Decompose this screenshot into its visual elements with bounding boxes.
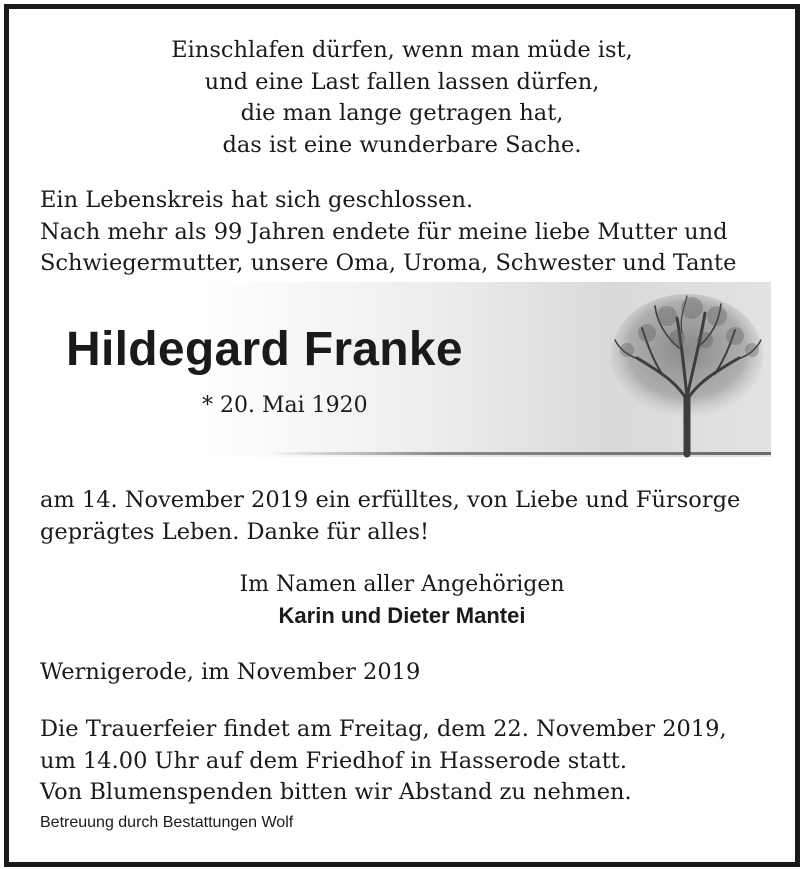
poem-line: Einschlafen dürfen, wenn man müde ist, xyxy=(171,37,633,63)
passing-line: geprägtes Leben. Danke für alles! xyxy=(40,518,430,545)
intro-line: Ein Lebenskreis hat sich geschlossen. xyxy=(40,187,474,213)
intro-text xyxy=(40,185,736,280)
intro-line: Nach mehr als 99 Jahren endete für meine liebe Mutter und xyxy=(40,218,728,245)
place-date: Wernigerode, im November 2019 xyxy=(40,659,421,685)
poem-line: die man lange getragen hat, xyxy=(240,100,564,126)
signature-family: Karin und Dieter Mantei xyxy=(278,603,526,628)
birth-date: * 20. Mai 1920 xyxy=(202,393,368,418)
passing-line: am 14. November 2019 ein erfülltes, von Liebe und Fürsorge xyxy=(40,487,741,513)
funeral-line: Von Blumenspenden bitten wir Abstand zu nehmen. xyxy=(40,779,632,805)
funeral-line: Die Trauerfeier findet am Freitag, dem 22. November 2019, xyxy=(40,716,727,742)
funeral-line: um 14.00 Uhr auf dem Friedhof in Hasserode statt. xyxy=(40,747,627,774)
intro-line: Schwiegermutter, unsere Oma, Uroma, Schwester und Tante xyxy=(40,250,737,276)
signature-block xyxy=(9,569,795,631)
poem-line: und eine Last fallen lassen dürfen, xyxy=(204,68,600,95)
deceased-name: Hildegard Franke xyxy=(66,323,463,376)
obituary-notice xyxy=(4,4,800,867)
funeral-home-credit: Betreuung durch Bestattungen Wolf xyxy=(40,814,294,831)
poem xyxy=(9,35,795,161)
poem-line: das ist eine wunderbare Sache. xyxy=(222,131,582,158)
signature-prefix: Im Namen aller Angehörigen xyxy=(239,572,565,597)
passing-text xyxy=(40,485,740,548)
funeral-info xyxy=(40,714,727,809)
tree-icon xyxy=(607,288,767,458)
